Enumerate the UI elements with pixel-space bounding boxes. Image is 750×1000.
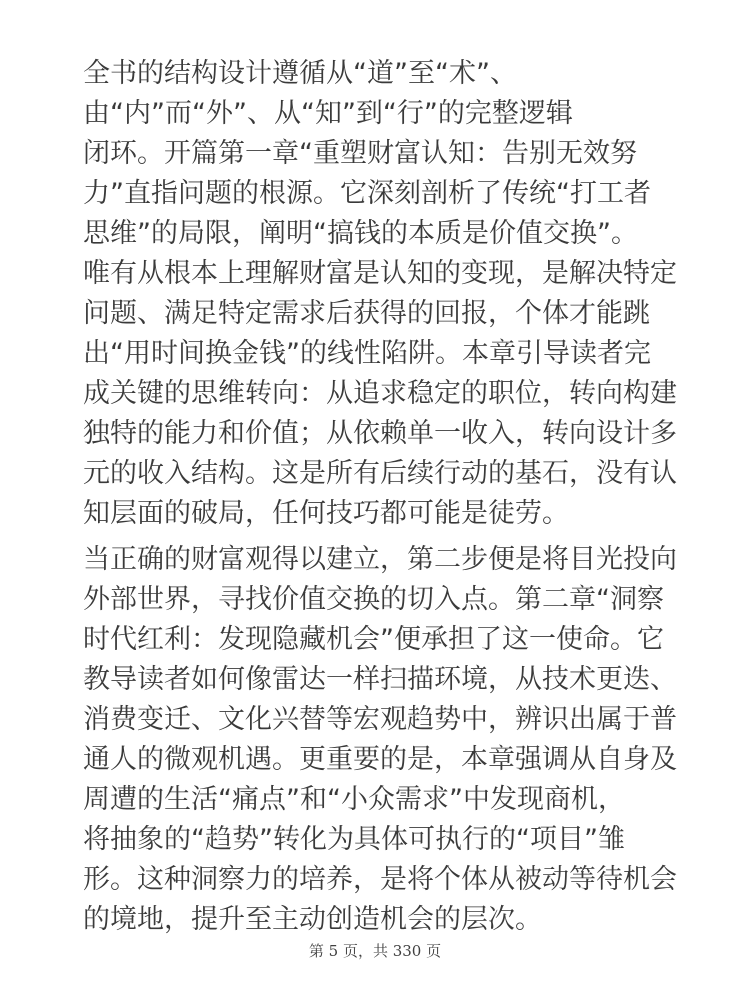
text-line: 出“用时间换金钱”的线性陷阱。本章引导读者完 <box>83 338 651 369</box>
text-line: 力”直指问题的根源。它深刻剖析了传统“打工者 <box>83 178 651 209</box>
text-line: 成关键的思维转向：从追求稳定的职位，转向构建 <box>83 378 677 409</box>
paragraph-2 <box>83 540 677 940</box>
text-line: 独特的能力和价值；从依赖单一收入，转向设计多 <box>83 418 677 449</box>
text-line: 问题、满足特定需求后获得的回报，个体才能跳 <box>83 298 650 329</box>
text-line: 形。这种洞察力的培养，是将个体从被动等待机会 <box>83 864 677 895</box>
text-line: 当正确的财富观得以建立，第二步便是将目光投向 <box>83 544 677 575</box>
text-line: 消费变迁、文化兴替等宏观趋势中，辨识出属于普 <box>83 704 677 735</box>
page-number-footer: 第 5 页，共 330 页 <box>308 942 442 960</box>
text-line: 由“内”而“外”、从“知”到“行”的完整逻辑 <box>83 98 573 129</box>
text-line: 教导读者如何像雷达一样扫描环境，从技术更迭、 <box>83 664 677 695</box>
text-line: 周遭的生活“痛点”和“小众需求”中发现商机， <box>83 784 625 815</box>
text-line: 的境地，提升至主动创造机会的层次。 <box>83 904 542 935</box>
text-line: 全书的结构设计遵循从“道”至“术”、 <box>83 58 517 89</box>
text-line: 知层面的破局，任何技巧都可能是徒劳。 <box>83 498 569 529</box>
text-line: 通人的微观机遇。更重要的是，本章强调从自身及 <box>83 744 677 775</box>
text-line: 时代红利：发现隐藏机会”便承担了这一使命。它 <box>83 624 664 655</box>
text-line: 唯有从根本上理解财富是认知的变现，是解决特定 <box>83 258 677 289</box>
text-line: 闭环。开篇第一章“重塑财富认知：告别无效努 <box>83 138 637 169</box>
text-line: 思维”的局限，阐明“搞钱的本质是价值交换”。 <box>83 218 638 249</box>
text-line: 外部世界，寻找价值交换的切入点。第二章“洞察 <box>83 584 664 615</box>
paragraph-1 <box>83 54 677 534</box>
text-line: 元的收入结构。这是所有后续行动的基石，没有认 <box>83 458 677 489</box>
text-line: 将抽象的“趋势”转化为具体可执行的“项目”雏 <box>83 824 625 855</box>
